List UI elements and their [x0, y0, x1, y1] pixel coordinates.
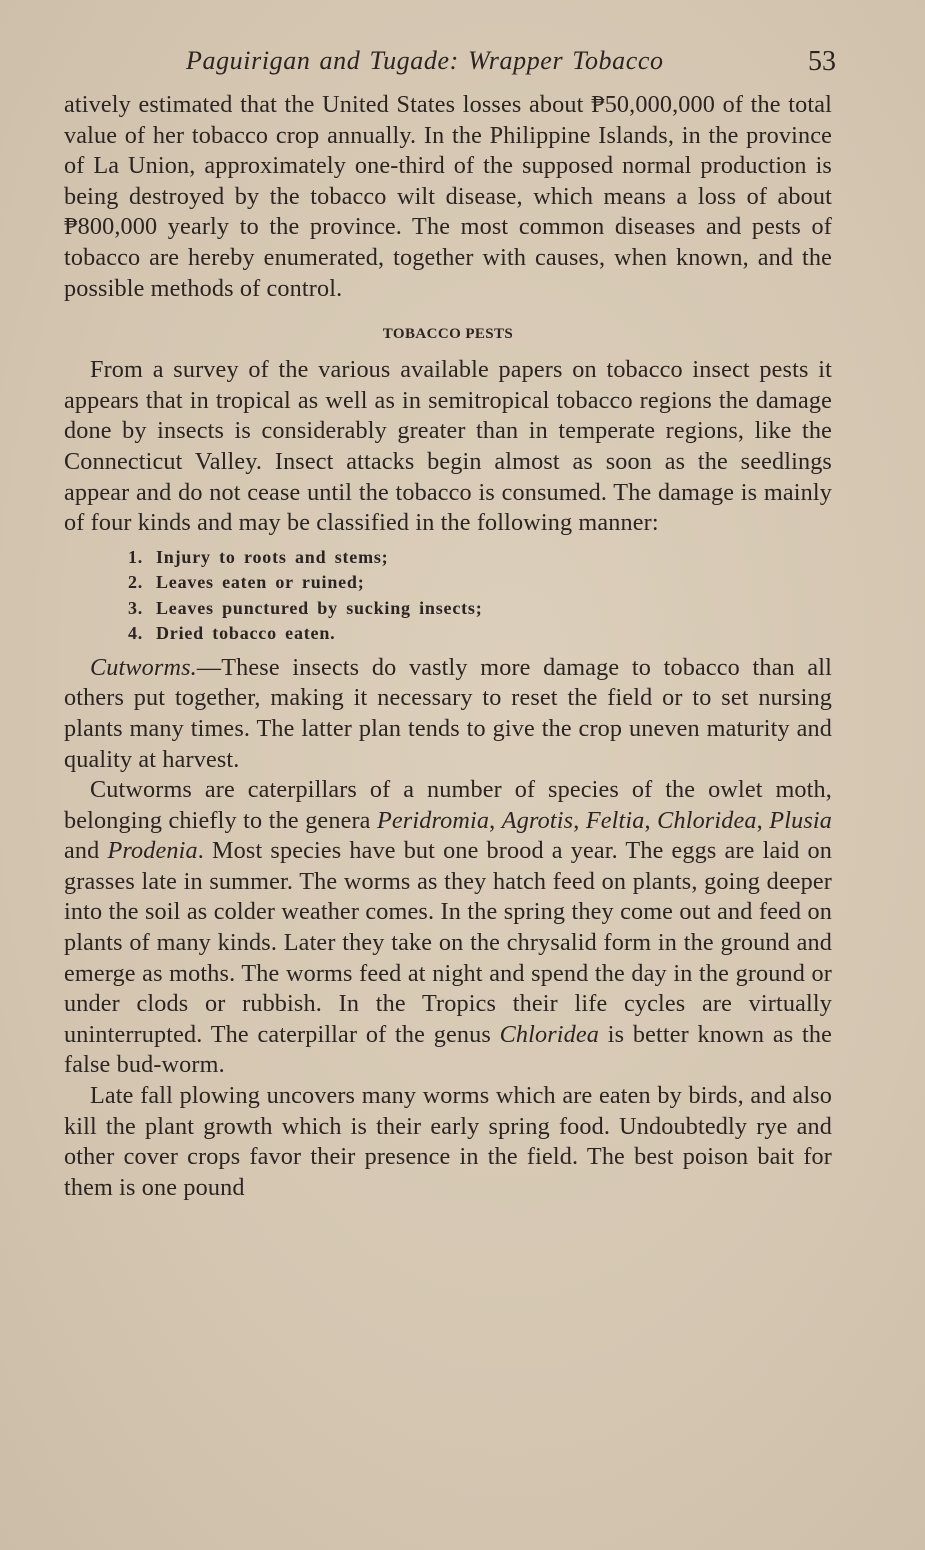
intro-paragraph: atively estimated that the United States losses about ₱50,000,000 of the total value of her tobacco crop annually. In the Philippine Islands, in the province of La Union, approximately one-third of the supposed normal production is being destroyed by the tobacco wilt disease, which means a loss of about ₱800,000 yearly to the province. The most common diseases and pests of tobacco are hereby enumerated, together with causes, when known, and the possible methods of control. — [64, 91, 832, 302]
genus-name: Prodenia — [107, 837, 198, 865]
separator: and — [64, 837, 108, 865]
running-head — [64, 38, 836, 90]
separator: , — [756, 806, 770, 834]
separator: , — [573, 806, 586, 834]
list-item — [128, 570, 832, 596]
caterpillars-text-3: is better known as the false bud-worm. — [64, 1020, 832, 1079]
list-item-number: 3. — [128, 597, 144, 618]
list-item-text: Leaves eaten or ruined; — [156, 572, 365, 593]
genus-name: Peridromia — [377, 806, 490, 834]
plowing-paragraph: Late fall plowing uncovers many worms which are eaten by birds, and also kill the plant growth which is their early spring food. Undoubtedly rye and other cover crops favor their presence in the field. The best poison bait for them is one pound — [64, 1082, 832, 1201]
genus-name: Feltia — [585, 806, 645, 834]
list-item-number: 1. — [128, 546, 144, 567]
genus-name: Agrotis — [501, 806, 574, 834]
list-item-number: 2. — [128, 572, 144, 593]
caterpillars-text-1: Cutworms are caterpillars of a number of species of the owlet moth, belonging chiefly to the genera — [64, 776, 832, 834]
genus-name: Chloridea — [657, 806, 757, 834]
running-title: Paguirigan and Tugade: Wrapper Tobacco — [186, 46, 664, 75]
list-item-text: Injury to roots and stems; — [156, 546, 389, 567]
page — [64, 38, 836, 1203]
list-item — [128, 621, 832, 647]
caterpillars-paragraph — [64, 775, 832, 1081]
damage-list — [64, 545, 832, 647]
page-number: 53 — [808, 46, 836, 77]
list-item-text: Dried tobacco eaten. — [156, 623, 336, 644]
separator: , — [644, 806, 658, 834]
list-item — [128, 545, 832, 571]
list-item-number: 4. — [128, 623, 144, 644]
section-heading: TOBACCO PESTS — [382, 326, 514, 343]
genus-name: Chloridea — [499, 1020, 600, 1048]
caterpillars-text-2: . Most species have but one brood a year. The eggs are laid on grasses late in summer. The worms as they hatch feed on plants, going deeper into the soil as colder weather comes. In the spring they come out and feed on plants of many kinds. Later they take on the chrysalid form in the ground and emerge as moths. The worms feed at night and spend the day in the ground or under clods or rubbish. In the Tropics their life cycles are virtually uninterrupted. The caterpillar of the genus — [64, 837, 832, 1048]
cutworms-lead: Cutworms. — [90, 653, 197, 681]
genus-name: Plusia — [769, 806, 832, 834]
list-item-text: Leaves punctured by sucking insects; — [156, 597, 483, 618]
separator: , — [489, 806, 502, 834]
survey-paragraph: From a survey of the various available papers on tobacco insect pests it appears that in tropical as well as in semitropical tobacco regions the damage done by insects is considerably greater than in temperate regions, like the Connecticut Valley. Insect attacks begin almost as soon as the seedlings appear and do not cease until the tobacco is consumed. The damage is mainly of four kinds and may be classified in the following manner: — [64, 356, 832, 537]
cutworms-paragraph — [64, 653, 832, 775]
cutworms-text: —These insects do vastly more damage to tobacco than all others put together, making it necessary to reset the field or to set nursing plants many times. The latter plan tends to give the crop uneven maturity and quality at harvest. — [64, 653, 832, 773]
list-item — [128, 596, 832, 622]
